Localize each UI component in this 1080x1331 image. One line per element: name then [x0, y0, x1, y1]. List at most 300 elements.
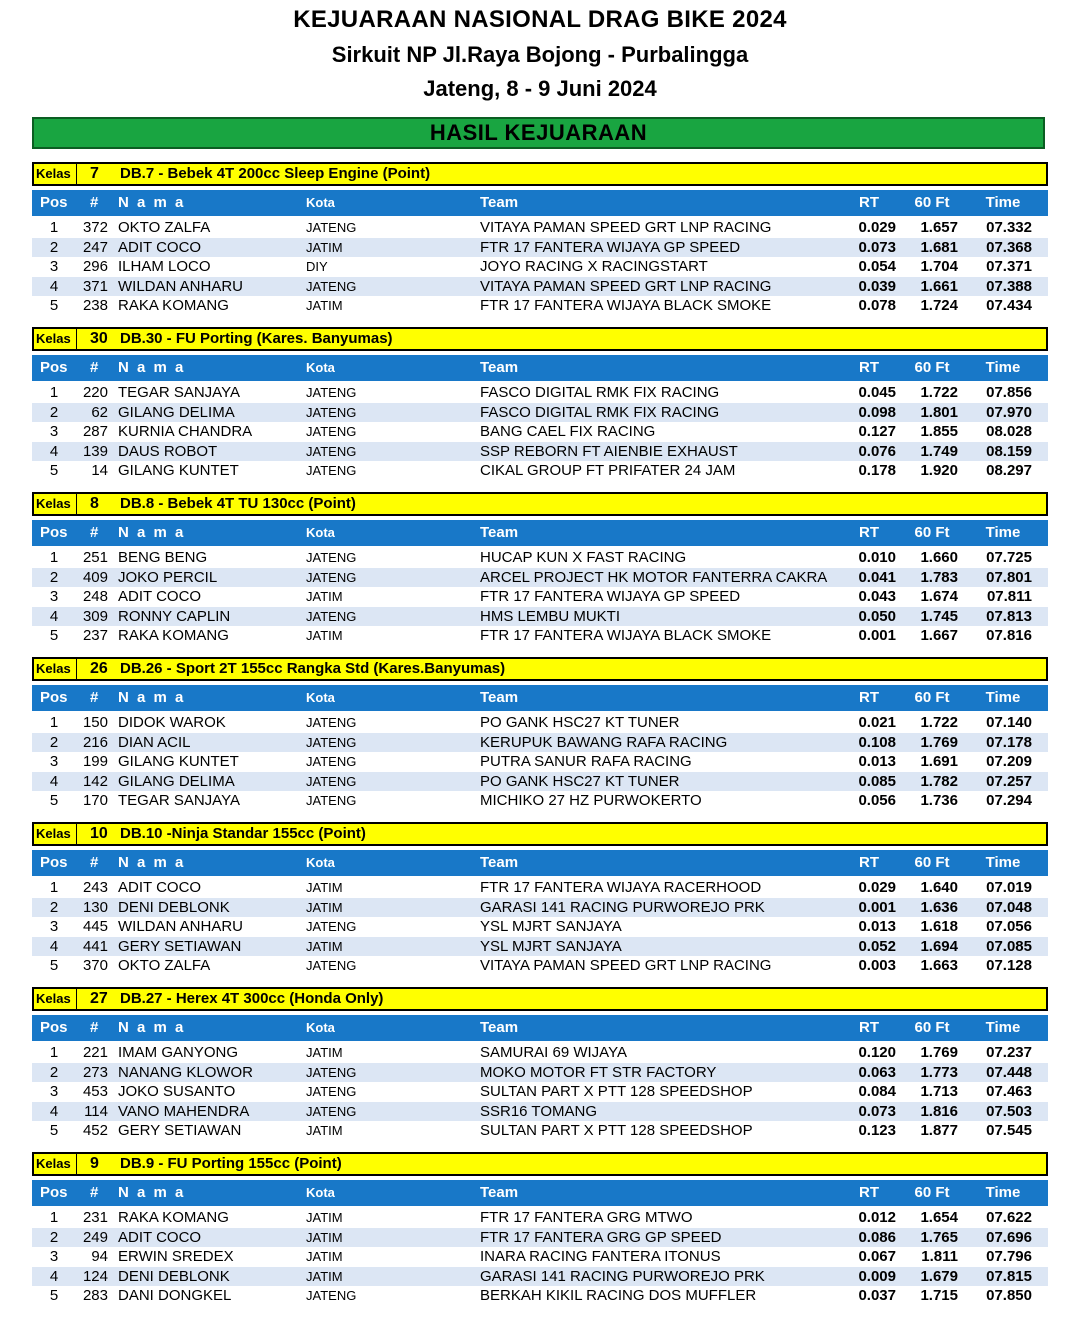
table-row — [32, 1286, 1048, 1306]
cell-num: 220 — [82, 384, 108, 401]
cell-team: FTR 17 FANTERA WIJAYA BLACK SMOKE — [480, 627, 772, 644]
kelas-label: Kelas — [36, 166, 71, 181]
cell-team: ARCEL PROJECT HK MOTOR FANTERRA CAKRA — [480, 568, 828, 586]
cell-rt: 0.001 — [858, 898, 896, 916]
cell-ft: 1.640 — [920, 879, 958, 896]
cell-kota: JATENG — [306, 1084, 357, 1099]
table-row — [32, 218, 1048, 238]
kelas-description: DB.7 - Bebek 4T 200cc Sleep Engine (Point) — [120, 165, 431, 182]
cell-ft: 1.749 — [920, 442, 958, 460]
column-header-pos: Pos — [40, 359, 68, 376]
cell-team: BERKAH KIKIL RACING DOS MUFFLER — [480, 1287, 757, 1304]
cell-kota: JATENG — [306, 793, 357, 808]
cell-num: 371 — [82, 277, 108, 295]
cell-kota: JATIM — [306, 628, 343, 643]
cell-pos: 4 — [49, 442, 59, 460]
cell-kota: JATIM — [306, 880, 343, 895]
column-header-ft: 60 Ft — [914, 854, 950, 871]
column-header-row — [32, 685, 1048, 711]
table-row — [32, 956, 1048, 976]
column-header-nama: N a m a — [118, 194, 186, 211]
cell-pos: 5 — [49, 1122, 59, 1139]
cell-team: KERUPUK BAWANG RAFA RACING — [480, 733, 728, 751]
cell-team: FTR 17 FANTERA WIJAYA RACERHOOD — [480, 879, 762, 896]
cell-pos: 2 — [49, 238, 59, 256]
cell-ft: 1.660 — [920, 549, 958, 566]
kelas-description: DB.8 - Bebek 4T TU 130cc (Point) — [120, 495, 356, 512]
table-row — [32, 898, 1048, 918]
cell-rt: 0.043 — [858, 588, 896, 605]
cell-rt: 0.012 — [858, 1209, 896, 1226]
cell-rt: 0.098 — [858, 403, 896, 421]
cell-pos: 3 — [49, 423, 59, 440]
cell-time: 07.448 — [986, 1063, 1032, 1081]
cell-pos: 4 — [49, 1267, 59, 1285]
column-header-ft: 60 Ft — [914, 1019, 950, 1036]
table-row — [32, 383, 1048, 403]
cell-ft: 1.783 — [920, 568, 958, 586]
cell-pos: 1 — [49, 714, 59, 731]
cell-kota: JATENG — [306, 734, 357, 750]
cell-time: 07.140 — [986, 714, 1032, 731]
table-row — [32, 1043, 1048, 1063]
cell-nama: TEGAR SANJAYA — [118, 384, 240, 401]
result-rows — [32, 1208, 1048, 1306]
cell-ft: 1.681 — [920, 238, 958, 256]
cell-ft: 1.618 — [920, 918, 958, 935]
cell-kota: JATIM — [306, 1123, 343, 1138]
cell-ft: 1.782 — [920, 772, 958, 790]
cell-kota: JATIM — [306, 239, 343, 255]
cell-pos: 5 — [49, 957, 59, 974]
table-row — [32, 713, 1048, 733]
cell-num: 370 — [82, 957, 108, 974]
cell-kota: JATENG — [306, 1103, 357, 1119]
cell-time: 07.503 — [986, 1102, 1032, 1120]
cell-ft: 1.816 — [920, 1102, 958, 1120]
table-row — [32, 772, 1048, 792]
column-header-ft: 60 Ft — [914, 359, 950, 376]
column-header-rt: RT — [859, 359, 879, 376]
cell-num: 94 — [91, 1248, 108, 1265]
cell-num: 237 — [82, 627, 108, 644]
cell-time: 08.297 — [986, 462, 1032, 479]
cell-team: HUCAP KUN X FAST RACING — [480, 549, 687, 566]
cell-rt: 0.108 — [858, 733, 896, 751]
cell-kota: JATIM — [306, 938, 343, 954]
class-section — [32, 1150, 1048, 1315]
cell-num: 139 — [82, 442, 108, 460]
cell-pos: 1 — [49, 879, 59, 896]
table-row — [32, 878, 1048, 898]
cell-kota: JATIM — [306, 589, 343, 604]
cell-time: 07.696 — [986, 1228, 1032, 1246]
column-header-nama: N a m a — [118, 1184, 186, 1201]
cell-pos: 4 — [49, 607, 59, 625]
cell-nama: DIAN ACIL — [118, 733, 191, 751]
cell-ft: 1.745 — [920, 607, 958, 625]
cell-pos: 2 — [49, 898, 59, 916]
cell-team: FTR 17 FANTERA WIJAYA BLACK SMOKE — [480, 297, 772, 314]
table-row — [32, 626, 1048, 646]
kelas-number: 27 — [90, 990, 108, 1007]
cell-nama: WILDAN ANHARU — [118, 277, 244, 295]
cell-team: MICHIKO 27 HZ PURWOKERTO — [480, 792, 702, 809]
cell-time: 07.816 — [986, 627, 1032, 644]
column-header-num: # — [90, 689, 99, 706]
cell-num: 221 — [82, 1044, 108, 1061]
cell-rt: 0.037 — [858, 1287, 896, 1304]
cell-ft: 1.722 — [920, 384, 958, 401]
kelas-description: DB.30 - FU Porting (Kares. Banyumas) — [120, 330, 393, 347]
table-row — [32, 587, 1048, 607]
column-header-num: # — [90, 854, 99, 871]
cell-kota: JATIM — [306, 1249, 343, 1264]
cell-kota: JATENG — [306, 919, 357, 934]
cell-pos: 2 — [49, 1063, 59, 1081]
cell-kota: JATIM — [306, 1045, 343, 1060]
cell-num: 216 — [82, 733, 108, 751]
cell-time: 08.159 — [986, 442, 1032, 460]
cell-kota: JATIM — [306, 298, 343, 313]
cell-time: 07.019 — [986, 879, 1032, 896]
cell-kota: JATIM — [306, 1268, 343, 1284]
cell-num: 14 — [91, 462, 108, 479]
cell-nama: OKTO ZALFA — [118, 957, 211, 974]
cell-ft: 1.694 — [920, 937, 958, 955]
class-header — [32, 1152, 1048, 1176]
cell-kota: JATENG — [306, 958, 357, 973]
cell-team: HMS LEMBU MUKTI — [480, 607, 621, 625]
cell-rt: 0.013 — [858, 918, 896, 935]
cell-team: PO GANK HSC27 KT TUNER — [480, 772, 680, 790]
cell-kota: JATENG — [306, 754, 357, 769]
column-header-kota: Kota — [306, 195, 335, 210]
cell-ft: 1.679 — [920, 1267, 958, 1285]
cell-num: 296 — [82, 258, 108, 275]
column-header-time: Time — [985, 1019, 1021, 1036]
column-header-ft: 60 Ft — [914, 689, 950, 706]
cell-time: 07.856 — [986, 384, 1032, 401]
class-header — [32, 657, 1048, 681]
cell-rt: 0.054 — [858, 258, 896, 275]
column-header-rt: RT — [859, 524, 879, 541]
cell-ft: 1.801 — [920, 403, 958, 421]
cell-rt: 0.120 — [858, 1044, 896, 1061]
cell-pos: 4 — [49, 772, 59, 790]
cell-nama: ERWIN SREDEX — [118, 1248, 234, 1265]
column-header-rt: RT — [859, 1019, 879, 1036]
cell-time: 07.725 — [986, 549, 1032, 566]
table-row — [32, 917, 1048, 937]
cell-num: 441 — [82, 937, 108, 955]
cell-kota: JATENG — [306, 569, 357, 585]
class-header — [32, 822, 1048, 846]
cell-nama: GERY SETIAWAN — [118, 1122, 242, 1139]
column-header-rt: RT — [859, 689, 879, 706]
cell-kota: JATENG — [306, 550, 357, 565]
table-row — [32, 1247, 1048, 1267]
cell-rt: 0.073 — [858, 1102, 896, 1120]
cell-rt: 0.003 — [858, 957, 896, 974]
cell-rt: 0.076 — [858, 442, 896, 460]
cell-num: 248 — [82, 588, 108, 605]
cell-pos: 3 — [49, 588, 59, 605]
cell-ft: 1.715 — [920, 1287, 958, 1304]
cell-team: FTR 17 FANTERA WIJAYA GP SPEED — [480, 588, 741, 605]
class-section — [32, 820, 1048, 985]
cell-time: 07.813 — [986, 607, 1032, 625]
cell-team: YSL MJRT SANJAYA — [480, 937, 622, 955]
cell-kota: JATENG — [306, 715, 357, 730]
cell-num: 150 — [82, 714, 108, 731]
cell-pos: 1 — [49, 219, 59, 236]
cell-nama: DIDOK WAROK — [118, 714, 226, 731]
class-section — [32, 985, 1048, 1150]
kelas-label: Kelas — [36, 496, 71, 511]
cell-num: 249 — [82, 1228, 108, 1246]
table-row — [32, 296, 1048, 316]
column-header-row — [32, 355, 1048, 381]
cell-rt: 0.045 — [858, 384, 896, 401]
cell-ft: 1.657 — [920, 219, 958, 236]
cell-nama: RONNY CAPLIN — [118, 607, 231, 625]
results-sections — [32, 160, 1048, 1315]
kelas-number: 26 — [90, 660, 108, 677]
results-banner: HASIL KEJUARAAN — [32, 117, 1045, 149]
class-section — [32, 655, 1048, 820]
cell-time: 07.434 — [986, 297, 1032, 314]
cell-ft: 1.691 — [920, 753, 958, 770]
cell-pos: 3 — [49, 1083, 59, 1100]
cell-time: 07.970 — [986, 403, 1032, 421]
cell-ft: 1.765 — [920, 1228, 958, 1246]
cell-num: 130 — [82, 898, 108, 916]
cell-nama: BENG BENG — [118, 549, 208, 566]
table-row — [32, 422, 1048, 442]
column-header-pos: Pos — [40, 1019, 68, 1036]
cell-pos: 1 — [49, 549, 59, 566]
cell-num: 62 — [91, 403, 108, 421]
cell-num: 114 — [84, 1102, 108, 1120]
cell-rt: 0.078 — [858, 297, 896, 314]
column-header-kota: Kota — [306, 1185, 335, 1200]
cell-num: 231 — [82, 1209, 108, 1226]
kelas-number: 9 — [90, 1155, 99, 1172]
kelas-label: Kelas — [36, 331, 71, 346]
cell-pos: 4 — [49, 277, 59, 295]
result-rows — [32, 878, 1048, 976]
page-title: KEJUARAAN NASIONAL DRAG BIKE 2024 — [293, 6, 787, 33]
table-row — [32, 791, 1048, 811]
cell-time: 07.811 — [986, 588, 1032, 605]
column-header-ft: 60 Ft — [914, 524, 950, 541]
cell-nama: DANI DONGKEL — [118, 1287, 232, 1304]
cell-kota: JATIM — [306, 1210, 343, 1225]
cell-num: 199 — [82, 753, 108, 770]
column-header-num: # — [90, 524, 99, 541]
table-row — [32, 1063, 1048, 1083]
column-header-nama: N a m a — [118, 359, 186, 376]
cell-team: FTR 17 FANTERA GRG GP SPEED — [480, 1228, 722, 1246]
column-header-team: Team — [480, 359, 519, 376]
cell-pos: 1 — [49, 1209, 59, 1226]
table-row — [32, 257, 1048, 277]
cell-kota: JATENG — [306, 278, 357, 294]
cell-kota: JATENG — [306, 385, 357, 400]
column-header-team: Team — [480, 1184, 519, 1201]
cell-nama: JOKO SUSANTO — [118, 1083, 236, 1100]
column-header-row — [32, 190, 1048, 216]
cell-nama: ADIT COCO — [118, 238, 202, 256]
cell-time: 07.815 — [986, 1267, 1032, 1285]
kelas-label: Kelas — [36, 991, 71, 1006]
cell-time: 07.622 — [986, 1209, 1032, 1226]
cell-time: 07.085 — [986, 937, 1032, 955]
cell-num: 309 — [82, 607, 108, 625]
cell-rt: 0.086 — [858, 1228, 896, 1246]
cell-nama: JOKO PERCIL — [118, 568, 218, 586]
cell-pos: 2 — [49, 403, 59, 421]
cell-num: 170 — [82, 792, 108, 809]
cell-rt: 0.127 — [858, 423, 896, 440]
cell-rt: 0.085 — [858, 772, 896, 790]
cell-ft: 1.769 — [920, 733, 958, 751]
cell-num: 142 — [82, 772, 108, 790]
venue-subtitle: Sirkuit NP Jl.Raya Bojong - Purbalingga — [331, 42, 749, 67]
cell-ft: 1.769 — [920, 1044, 958, 1061]
cell-nama: WILDAN ANHARU — [118, 918, 244, 935]
column-header-num: # — [90, 359, 99, 376]
result-rows — [32, 1043, 1048, 1141]
column-header-ft: 60 Ft — [914, 194, 950, 211]
cell-pos: 2 — [49, 1228, 59, 1246]
cell-rt: 0.010 — [858, 549, 896, 566]
cell-kota: DIY — [306, 259, 328, 274]
cell-pos: 2 — [49, 568, 59, 586]
column-header-nama: N a m a — [118, 524, 186, 541]
cell-nama: GERY SETIAWAN — [118, 937, 242, 955]
cell-time: 07.368 — [986, 238, 1032, 256]
cell-nama: TEGAR SANJAYA — [118, 792, 240, 809]
kelas-number: 7 — [90, 165, 99, 182]
cell-rt: 0.056 — [858, 792, 896, 809]
cell-team: FTR 17 FANTERA GRG MTWO — [480, 1209, 693, 1226]
cell-team: FTR 17 FANTERA WIJAYA GP SPEED — [480, 238, 741, 256]
cell-nama: OKTO ZALFA — [118, 219, 211, 236]
column-header-rt: RT — [859, 1184, 879, 1201]
kelas-label: Kelas — [36, 661, 71, 676]
cell-time: 07.178 — [986, 733, 1032, 751]
cell-team: FASCO DIGITAL RMK FIX RACING — [480, 384, 720, 401]
column-header-time: Time — [985, 689, 1021, 706]
kelas-description: DB.26 - Sport 2T 155cc Rangka Std (Kares.Banyumas) — [120, 660, 506, 677]
cell-ft: 1.713 — [920, 1083, 958, 1100]
cell-time: 07.128 — [986, 957, 1032, 974]
table-row — [32, 937, 1048, 957]
cell-team: GARASI 141 RACING PURWOREJO PRK — [480, 1267, 765, 1285]
cell-time: 07.237 — [986, 1044, 1032, 1061]
cell-rt: 0.001 — [858, 627, 896, 644]
cell-team: GARASI 141 RACING PURWOREJO PRK — [480, 898, 765, 916]
cell-rt: 0.123 — [858, 1122, 896, 1139]
cell-team: SULTAN PART X PTT 128 SPEEDSHOP — [480, 1083, 753, 1100]
cell-time: 07.463 — [986, 1083, 1032, 1100]
cell-nama: ILHAM LOCO — [118, 258, 211, 275]
column-header-kota: Kota — [306, 690, 335, 705]
cell-team: PO GANK HSC27 KT TUNER — [480, 714, 680, 731]
cell-pos: 1 — [49, 1044, 59, 1061]
cell-rt: 0.039 — [858, 277, 896, 295]
kelas-label: Kelas — [36, 826, 71, 841]
cell-pos: 3 — [49, 1248, 59, 1265]
cell-ft: 1.674 — [920, 588, 958, 605]
cell-team: BANG CAEL FIX RACING — [480, 423, 656, 440]
column-header-pos: Pos — [40, 524, 68, 541]
cell-nama: KURNIA CHANDRA — [118, 423, 253, 440]
column-header-rt: RT — [859, 854, 879, 871]
cell-num: 287 — [82, 423, 108, 440]
column-header-kota: Kota — [306, 525, 335, 540]
class-section — [32, 490, 1048, 655]
cell-pos: 5 — [49, 627, 59, 644]
cell-kota: JATENG — [306, 220, 357, 235]
cell-nama: GILANG KUNTET — [118, 462, 239, 479]
cell-nama: RAKA KOMANG — [118, 1209, 229, 1226]
cell-num: 372 — [82, 219, 108, 236]
column-header-time: Time — [985, 854, 1021, 871]
cell-kota: JATENG — [306, 773, 357, 789]
cell-ft: 1.704 — [920, 258, 958, 275]
column-header-team: Team — [480, 194, 519, 211]
table-row — [32, 238, 1048, 258]
cell-nama: RAKA KOMANG — [118, 297, 229, 314]
kelas-number: 8 — [90, 495, 99, 512]
cell-nama: GILANG DELIMA — [118, 403, 235, 421]
column-header-row — [32, 850, 1048, 876]
table-row — [32, 1082, 1048, 1102]
cell-kota: JATIM — [306, 1229, 343, 1245]
cell-time: 07.048 — [986, 898, 1032, 916]
column-header-ft: 60 Ft — [914, 1184, 950, 1201]
cell-team: SULTAN PART X PTT 128 SPEEDSHOP — [480, 1122, 753, 1139]
cell-pos: 2 — [49, 733, 59, 751]
class-section — [32, 160, 1048, 325]
cell-nama: ADIT COCO — [118, 1228, 202, 1246]
cell-nama: IMAM GANYONG — [118, 1044, 239, 1061]
kelas-description: DB.10 -Ninja Standar 155cc (Point) — [120, 825, 366, 842]
cell-nama: DENI DEBLONK — [118, 1267, 230, 1285]
cell-team: FASCO DIGITAL RMK FIX RACING — [480, 403, 720, 421]
class-header — [32, 492, 1048, 516]
kelas-description: DB.27 - Herex 4T 300cc (Honda Only) — [120, 990, 384, 1007]
cell-num: 453 — [82, 1083, 108, 1100]
table-row — [32, 1121, 1048, 1141]
cell-rt: 0.021 — [858, 714, 896, 731]
cell-team: CIKAL GROUP FT PRIFATER 24 JAM — [480, 462, 736, 479]
cell-time: 07.796 — [986, 1248, 1032, 1265]
cell-time: 07.545 — [986, 1122, 1032, 1139]
cell-time: 07.209 — [986, 753, 1032, 770]
cell-nama: VANO MAHENDRA — [118, 1102, 250, 1120]
column-header-num: # — [90, 1019, 99, 1036]
cell-time: 07.801 — [986, 568, 1032, 586]
cell-kota: JATENG — [306, 404, 357, 420]
cell-team: MOKO MOTOR FT STR FACTORY — [480, 1063, 717, 1081]
cell-ft: 1.636 — [920, 898, 958, 916]
cell-ft: 1.773 — [920, 1063, 958, 1081]
column-header-pos: Pos — [40, 854, 68, 871]
